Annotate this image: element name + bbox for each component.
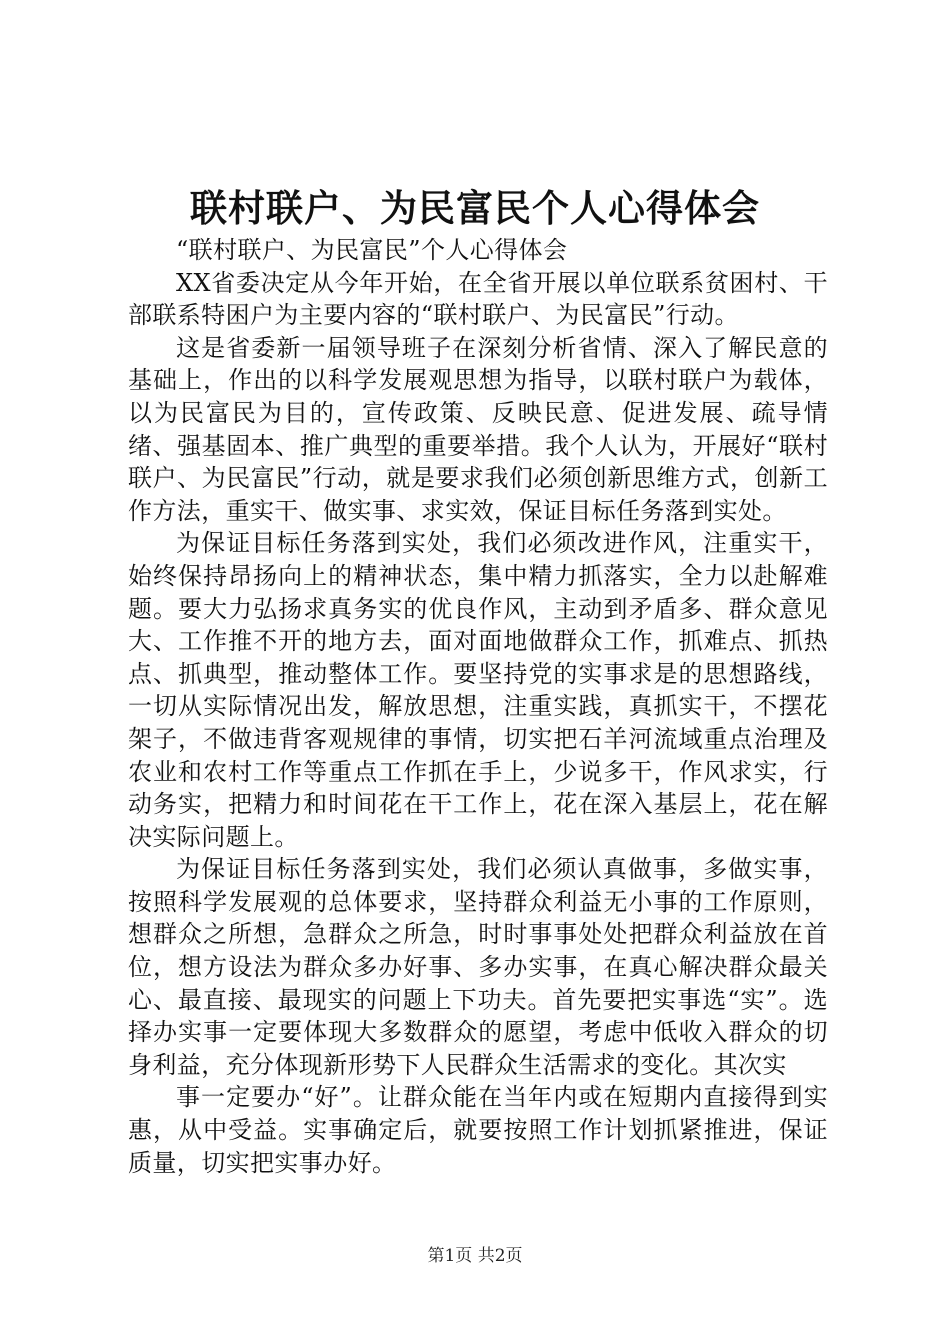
paragraph: 事一定要办“好”。让群众能在当年内或在短期内直接得到实惠，从中受益。实事确定后，就要按照工作计划抓紧推进，保证质量，切实把实事办好。 — [128, 1083, 828, 1177]
paragraph: 这是省委新一届领导班子在深刻分析省情、深入了解民意的基础上，作出的以科学发展观思想为指导，以联村联户为载体，以为民富民为目的，宣传政策、反映民意、促进发展、疏导情绪、强基固本、推广典型的重要举措。我个人认为，开展好“联村联户、为民富民”行动，就是要求我们必须创新思维方式，创新工作方法，重实干、做实事、求实效，保证目标任务落到实处。 — [128, 333, 828, 525]
document-body — [128, 234, 828, 1179]
paragraph: XX省委决定从今年开始，在全省开展以单位联系贫困村、干部联系特困户为主要内容的“联村联户、为民富民”行动。 — [128, 268, 828, 330]
paragraph: 为保证目标任务落到实处，我们必须认真做事，多做实事，按照科学发展观的总体要求，坚持群众利益无小事的工作原则，想群众之所想，急群众之所急，时时事事处处把群众利益放在首位，想方设法为群众多办好事、多办实事，在真心解决群众最关心、最直接、最现实的问题上下功夫。首先要把实事选“实”。选择办实事一定要体现大多数群众的愿望，考虑中低收入群众的切身利益，充分体现新形势下人民群众生活需求的变化。其次实 — [128, 855, 828, 1079]
paragraph: 为保证目标任务落到实处，我们必须改进作风，注重实干，始终保持昂扬向上的精神状态，集中精力抓落实，全力以赴解难题。要大力弘扬求真务实的优良作风，主动到矛盾多、群众意见大、工作推不开的地方去，面对面地做群众工作，抓难点、抓热点、抓典型，推动整体工作。要坚持党的实事求是的思想路线，一切从实际情况出发，解放思想，注重实践，真抓实干，不摆花架子，不做违背客观规律的事情，切实把石羊河流域重点治理及农业和农村工作等重点工作抓在手上，少说多干，作风求实，行动务实，把精力和时间花在干工作上，花在深入基层上，花在解决实际问题上。 — [128, 529, 828, 851]
document-title: 联村联户、为民富民个人心得体会 — [190, 186, 760, 230]
page-number-footer: 第1页 共2页 — [427, 1246, 523, 1266]
paragraph-subtitle: “联村联户、为民富民”个人心得体会 — [176, 236, 568, 264]
